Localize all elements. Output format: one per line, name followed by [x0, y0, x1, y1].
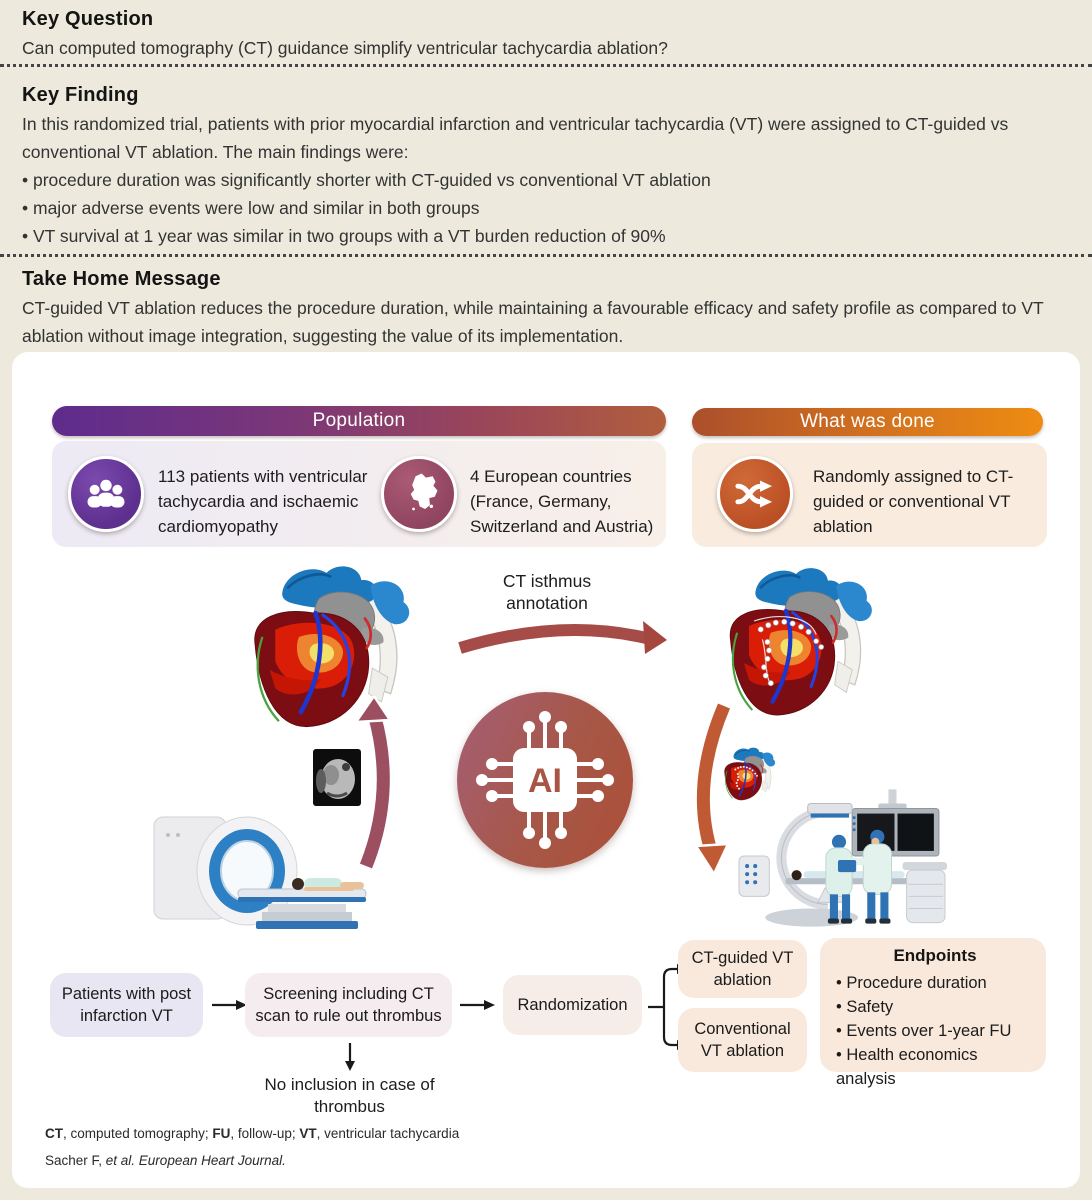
ct-scanner-illustration: [152, 813, 372, 933]
abbr-term: CT: [45, 1126, 63, 1141]
ct-isthmus-arrow: [450, 614, 674, 666]
endpoint-item: • Events over 1-year FU: [836, 1019, 1034, 1043]
flow-box-conventional-label: Conventional VT ablation: [694, 1020, 791, 1060]
endpoints-list: [836, 971, 1034, 1091]
take-home-body: CT-guided VT ablation reduces the procedure duration, while maintaining a favourable efficacy and safety profile as compared to VT ablation without image integration, suggesting the value of its implementation.: [22, 298, 1044, 346]
population-banner-label: Population: [312, 410, 406, 431]
flow-box-randomization-label: Randomization: [517, 996, 628, 1014]
ct-scan-thumbnail: [313, 749, 361, 806]
shuffle-arrows-icon: [717, 456, 793, 532]
citation-line: [45, 1153, 286, 1168]
key-finding-bullet: • major adverse events were low and similar in both groups: [22, 194, 1070, 222]
flow-box-screening: [245, 973, 452, 1037]
flow-box-patients: [50, 973, 203, 1037]
flow-arrow-down: [343, 1042, 357, 1072]
key-finding-bullet: • VT survival at 1 year was similar in two groups with a VT burden reduction of 90%: [22, 222, 1070, 250]
endpoints-box: [820, 938, 1046, 1088]
ct-isthmus-label: CT isthmus annotation: [502, 571, 592, 613]
flow-box-ct-guided: [678, 940, 807, 998]
flow-box-patients-label: Patients with post infarction VT: [61, 985, 192, 1025]
abbr-definition: , follow-up;: [230, 1126, 300, 1141]
europe-map-icon: [381, 456, 457, 532]
abbr-definition: , computed tomography;: [63, 1126, 213, 1141]
abbr-term: FU: [212, 1126, 231, 1141]
flow-arrow-right: [458, 998, 496, 1012]
citation-journal: et al. European Heart Journal.: [105, 1153, 286, 1168]
citation-author: Sacher F,: [45, 1153, 106, 1168]
dotted-divider: [0, 64, 1092, 67]
abbr-definition: , ventricular tachycardia: [316, 1126, 460, 1141]
key-finding-intro: In this randomized trial, patients with prior myocardial infarction and ventricular tachycardia (VT) were assigned to CT-guided vs conventional VT ablation. The main findings were:: [22, 114, 1009, 162]
endpoint-item: • Health economics analysis: [836, 1043, 1034, 1091]
ai-chip-icon: [457, 692, 633, 868]
key-finding-bullets: [22, 166, 1070, 250]
take-home-title: Take Home Message: [22, 268, 221, 290]
figure-panel: [12, 352, 1080, 1188]
population-item-text: 4 European countries (France, Germany, Switzerland and Austria): [470, 467, 654, 536]
flow-box-ct-guided-label: CT-guided VT ablation: [691, 949, 794, 989]
what-was-done-banner-label: What was done: [800, 411, 935, 432]
population-item-text: 113 patients with ventricular tachycardia and ischaemic cardiomyopathy: [158, 467, 368, 536]
abbr-term: VT: [299, 1126, 317, 1141]
abbreviations-line: [45, 1126, 459, 1141]
key-question-body: Can computed tomography (CT) guidance simplify ventricular tachycardia ablation?: [22, 38, 668, 58]
no-inclusion-note: No inclusion in case of thrombus: [264, 1075, 435, 1116]
flow-box-screening-label: Screening including CT scan to rule out thrombus: [255, 985, 442, 1025]
cath-lab-illustration: [735, 789, 947, 929]
flow-box-randomization: [503, 975, 642, 1035]
flow-arrow-right: [210, 998, 248, 1012]
endpoint-item: • Procedure duration: [836, 971, 1034, 995]
what-was-done-banner: [692, 408, 1043, 436]
population-banner: [52, 406, 666, 436]
endpoints-title: Endpoints: [893, 946, 977, 965]
dotted-divider: [0, 254, 1092, 257]
flow-box-conventional: [678, 1008, 807, 1072]
ai-label-glyph: AI: [528, 762, 562, 800]
key-question-title: Key Question: [22, 8, 154, 30]
key-finding-title: Key Finding: [22, 84, 139, 106]
what-was-done-text: Randomly assigned to CT-guided or conventional VT ablation: [813, 467, 1014, 536]
people-group-icon: [68, 456, 144, 532]
endpoint-item: • Safety: [836, 995, 1034, 1019]
key-finding-bullet: • procedure duration was significantly shorter with CT-guided vs conventional VT ablation: [22, 166, 1070, 194]
